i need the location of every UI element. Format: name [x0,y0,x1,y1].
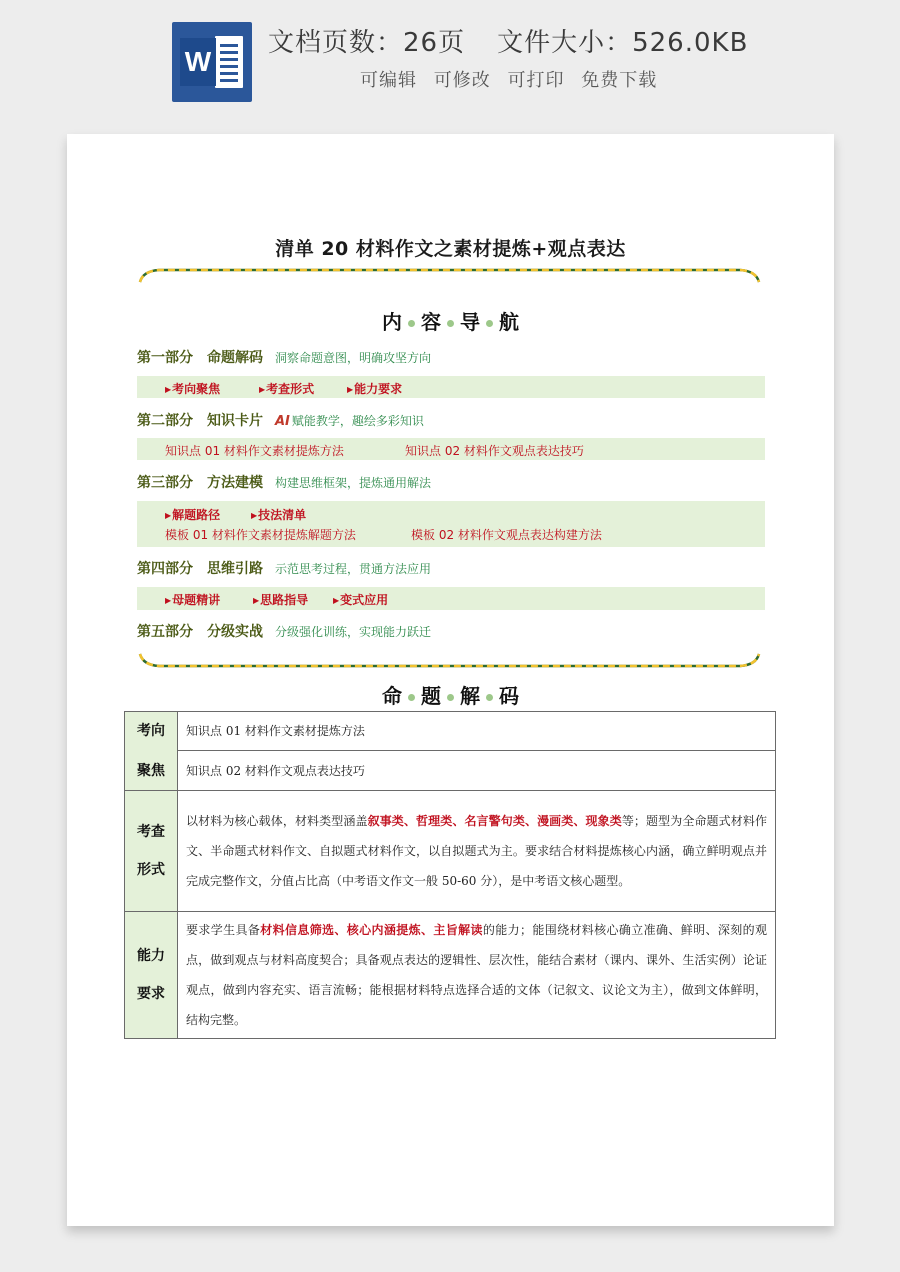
focus-item-1: 知识点 01 材料作文素材提炼方法 [178,712,776,751]
label-form: 考查 形式 [125,791,178,912]
band-item: 模板 01 材料作文素材提炼解题方法 [165,528,356,542]
dot-icon [408,694,415,701]
band-item: ▶解题路径 [165,508,221,522]
dot-icon [447,320,454,327]
table-row [125,912,776,1039]
nav-band-part-4 [137,587,765,610]
highlight-text: 叙事类、哲理类、名言警句类、漫画类、现象类 [367,814,622,828]
file-size: 文件大小：526.0KB [497,28,749,58]
band-item: ▶技法清单 [251,508,307,522]
nav-band-part-3 [137,501,765,547]
action-tags [360,66,667,92]
band-item: 知识点 01 材料作文素材提炼方法 [165,444,344,458]
bottom-banner-divider [137,650,762,670]
page-count: 文档页数：26页 [268,28,466,58]
word-doc-icon [172,22,252,102]
band-item: ▶考查形式 [259,382,315,396]
content-nav-heading: 内 容 导 航 [382,310,519,334]
nav-part-1: 第一部分 命题解码 洞察命题意图，明确攻坚方向 [137,350,432,366]
top-banner-divider [137,266,762,286]
band-item: 知识点 02 材料作文观点表达技巧 [405,444,584,458]
table-row [125,791,776,912]
ability-description: 要求学生具备材料信息筛选、核心内涵提炼、主旨解读的能力；能围绕材料核心确立准确、鲜明、深刻的观点，做到观点与材料高度契合；具备观点表达的逻辑性、层次性，能结合素材（课内、课外、生活实例）论证观点，做到内容充实、语言流畅；能根据材料特点选择合适的文体（记叙文、议论文为主），做到文体鲜明，结构完整。 [178,912,776,1039]
tag-free-download: 免费下载 [581,70,658,91]
nav-part-4: 第四部分 思维引路 示范思考过程，贯通方法应用 [137,561,432,577]
file-meta [268,22,748,59]
nav-part-3: 第三部分 方法建模 构建思维框架，提炼通用解法 [137,475,432,491]
document-title: 清单 20 材料作文之素材提炼+观点表达 [275,238,626,260]
form-description: 以材料为核心载体，材料类型涵盖叙事类、哲理类、名言警句类、漫画类、现象类等；题型为全命题式材料作文、半命题式材料作文、自拟题式材料作文，以自拟题式为主。要求结合材料提炼核心内涵，确立鲜明观点并完成完整作文，分值占比高（中考语文作文一般 50-60 分），是中考语文核心题型。 [178,791,776,912]
table-row [125,751,776,791]
highlight-text: 材料信息筛选、核心内涵提炼、主旨解读 [260,923,483,937]
band-item: ▶考向聚焦 [165,382,221,396]
nav-part-5: 第五部分 分级实战 分级强化训练，实现能力跃迁 [137,624,432,640]
band-item: ▶变式应用 [333,593,389,607]
word-letter: W [180,38,216,86]
ai-badge: AI [275,414,290,429]
band-item: 模板 02 材料作文观点表达构建方法 [411,528,602,542]
band-item: ▶能力要求 [347,382,403,396]
dot-icon [486,694,493,701]
tag-printable: 可打印 [507,70,565,91]
focus-item-2: 知识点 02 材料作文观点表达技巧 [178,751,776,791]
decode-table [124,711,776,1039]
label-ability: 能力 要求 [125,912,178,1039]
document-page [67,134,834,1226]
tag-editable: 可编辑 [360,70,417,91]
decode-heading: 命 题 解 码 [382,684,519,708]
download-header [0,0,900,120]
nav-part-2: 第二部分 知识卡片 AI 赋能教学，趣绘多彩知识 [137,413,424,429]
dot-icon [447,694,454,701]
band-item: ▶思路指导 [253,593,309,607]
label-focus: 考向 聚焦 [125,712,178,791]
band-item: ▶母题精讲 [165,593,221,607]
nav-band-part-2 [137,438,765,460]
table-row [125,712,776,751]
tag-modifiable: 可修改 [433,70,491,91]
dot-icon [486,320,493,327]
dot-icon [408,320,415,327]
nav-band-part-1 [137,376,765,398]
